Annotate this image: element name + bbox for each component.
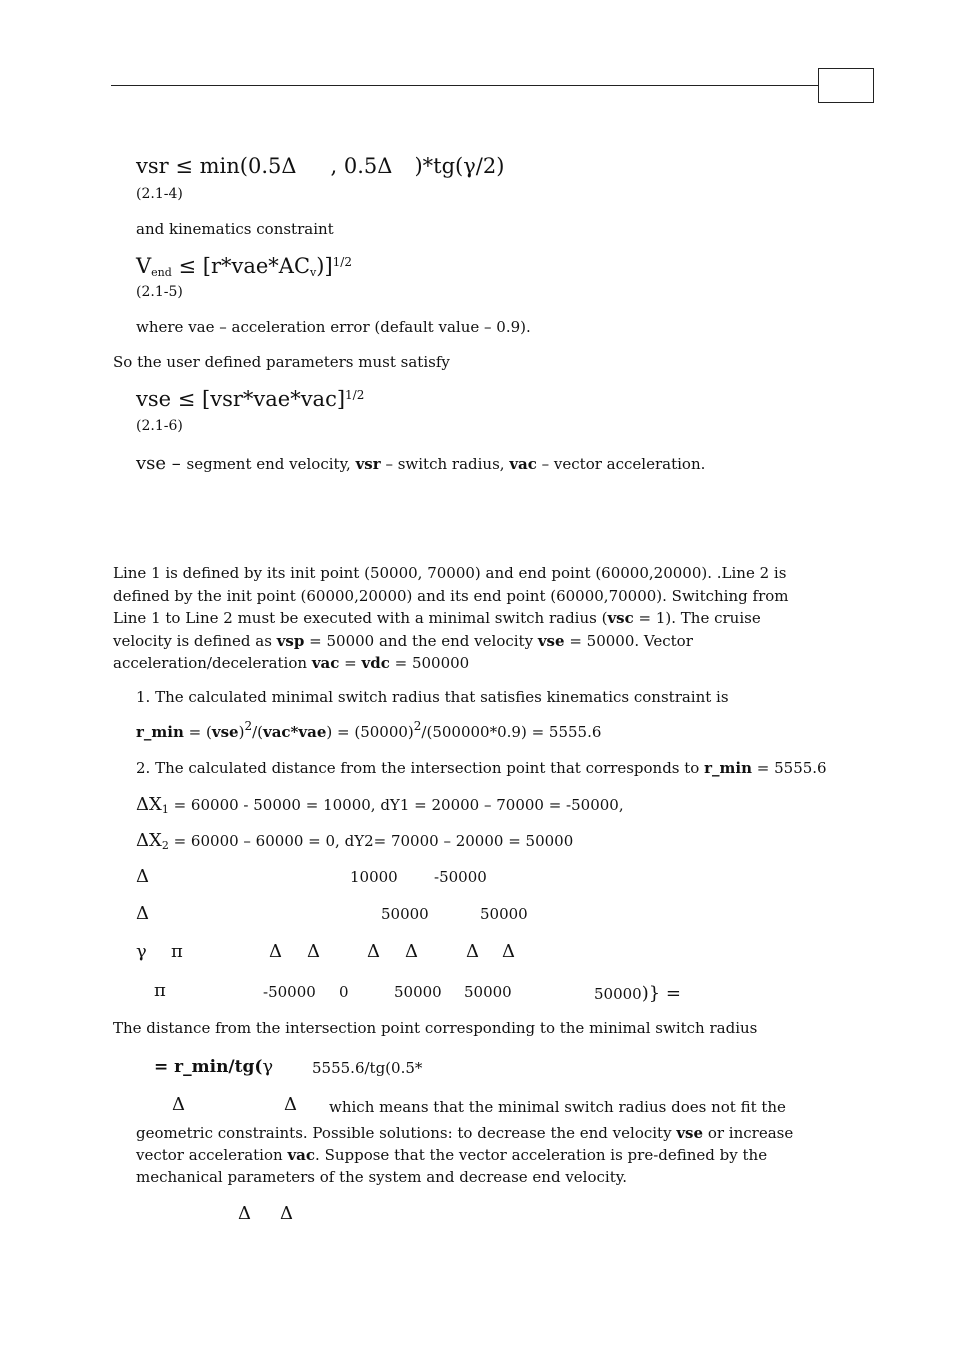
def-text: – vector acceleration.: [536, 455, 706, 473]
gamma-symbol: γ: [262, 1056, 274, 1077]
eq-sup: 1/2: [345, 388, 365, 402]
equation-2-1-4: [136, 154, 504, 178]
dx2-line: [136, 830, 573, 851]
delta-symbol: Δ: [405, 941, 418, 962]
equation-2-1-6: [136, 387, 364, 411]
delta-symbol: Δ: [502, 941, 515, 962]
pi-symbol: π: [154, 980, 166, 1001]
value: -50000: [263, 983, 316, 1001]
where-text: where vae – acceleration error (default value – 0.9).: [136, 318, 531, 336]
conclusion-line1: which means that the minimal switch radius does not fit the: [329, 1098, 786, 1116]
delta-symbol: Δ: [367, 941, 380, 962]
distance-equation: [154, 1056, 273, 1077]
pi-symbol: π: [171, 941, 183, 962]
delta-symbol: Δ: [238, 1203, 251, 1224]
sub: 1: [161, 803, 169, 816]
bold: r_min: [704, 759, 752, 777]
text: = 50000 and the end velocity: [304, 631, 538, 650]
eq-sub: v: [310, 266, 317, 279]
text: /(: [252, 723, 263, 741]
value: 50000: [394, 983, 442, 1001]
value-with-close: [594, 983, 681, 1004]
value: 0: [339, 983, 349, 1001]
dx1-line: [136, 794, 624, 815]
equation-2-1-5: [136, 254, 352, 278]
text: ) = (50000): [326, 723, 414, 741]
def-lead: vse –: [136, 453, 187, 474]
def-bold: vac: [509, 455, 537, 473]
text: = (: [183, 723, 212, 741]
page-number-box: [818, 68, 874, 103]
value: 50000: [381, 905, 429, 923]
vse-definition: [136, 453, 705, 474]
bold: vse: [676, 1124, 704, 1142]
close-brace: )} =: [641, 983, 681, 1004]
def-bold: vsr: [355, 455, 381, 473]
def-text: – switch radius,: [380, 455, 510, 473]
eq-part: )*tg(γ/2): [414, 154, 505, 178]
eq-part: ≤ [r*vae*AC: [171, 254, 311, 278]
delta-symbol: Δ: [172, 1094, 185, 1115]
value: 50000: [594, 985, 642, 1003]
step-2: [136, 759, 827, 777]
bold: vdc: [361, 654, 390, 672]
eq-sub: end: [151, 266, 172, 279]
text: . Suppose that the vector acceleration is pre-defined by the mechanical parameters of the system and decrease end velocity.: [136, 1146, 768, 1186]
text: ΔX: [136, 794, 162, 815]
delta-symbol: Δ: [307, 941, 320, 962]
equation-number: (2.1-4): [136, 186, 183, 202]
text: = 1). The cruise velocity is defined as: [113, 609, 761, 650]
bold: = r_min/tg(: [154, 1057, 263, 1077]
bold: vsp: [276, 631, 305, 650]
eq-part: V: [136, 254, 152, 278]
def-text: segment end velocity,: [186, 455, 356, 473]
conclusion-paragraph: [136, 1122, 806, 1188]
text: =: [339, 654, 362, 672]
value: 10000: [350, 868, 398, 886]
distance-value: 5555.6/tg(0.5*: [312, 1059, 423, 1077]
bold: vsc: [607, 609, 634, 627]
equation-number: (2.1-5): [136, 284, 183, 300]
bold: vse: [211, 723, 239, 741]
step-1: 1. The calculated minimal switch radius that satisfies kinematics constraint is: [136, 688, 729, 706]
sup: 2: [244, 719, 253, 733]
bold: vac: [311, 654, 340, 672]
bold: vse: [537, 631, 565, 650]
text: = 500000: [389, 654, 470, 672]
text: 2. The calculated distance from the intersection point that corresponds to: [136, 759, 705, 777]
gamma-symbol: γ: [136, 941, 147, 962]
delta-symbol: Δ: [280, 1203, 293, 1224]
text: = 60000 - 50000 = 10000, dY1 = 20000 – 70000 = -50000,: [168, 796, 624, 814]
delta-symbol: Δ: [136, 903, 149, 924]
delta-symbol: Δ: [136, 866, 149, 887]
text: = 60000 – 60000 = 0, dY2= 70000 – 20000 = 50000: [168, 832, 574, 850]
distance-text: The distance from the intersection point corresponding to the minimal switch radius: [113, 1019, 758, 1037]
text: geometric constraints. Possible solutions: to decrease the end velocity: [136, 1124, 677, 1142]
equation-number: (2.1-6): [136, 418, 183, 434]
text: = 50000. Vector acceleration/deceleration: [113, 631, 693, 672]
rmin-equation: [136, 719, 602, 741]
delta-symbol: Δ: [466, 941, 479, 962]
sub: 2: [161, 839, 169, 852]
bold: vac*vae: [262, 723, 327, 741]
text: /(500000*0.9) = 5555.6: [421, 723, 602, 741]
value: 50000: [464, 983, 512, 1001]
value: 50000: [480, 905, 528, 923]
delta-symbol: Δ: [269, 941, 282, 962]
eq-part: vse ≤ [vsr*vae*vac]: [136, 387, 346, 411]
eq-part: )]: [316, 254, 333, 278]
text: ): [238, 723, 245, 741]
bold: r_min: [136, 723, 184, 741]
text: Line 1 is defined by its init point (50000, 70000) and end point (60000,20000). .Line 2 is defined by the init point (60000,20000) and its end point (60000,70000). Switching from Line 1 to Line 2 must be executed with a minimal switch radius (: [113, 564, 789, 627]
so-text: So the user defined parameters must satisfy: [113, 353, 450, 371]
eq-part: vsr ≤ min(0.5Δ: [136, 154, 297, 178]
header-rule: [111, 85, 818, 86]
eq-sup: 1/2: [332, 255, 352, 269]
delta-symbol: Δ: [284, 1094, 297, 1115]
text: = 5555.6: [752, 759, 827, 777]
example-paragraph: [113, 562, 813, 675]
sup: 2: [413, 719, 422, 733]
value: -50000: [434, 868, 487, 886]
text: ΔX: [136, 830, 162, 851]
kinematics-label: and kinematics constraint: [136, 220, 334, 238]
bold: vac: [287, 1146, 316, 1164]
eq-part: , 0.5Δ: [330, 154, 393, 178]
text: or increase vector acceleration: [136, 1124, 794, 1164]
